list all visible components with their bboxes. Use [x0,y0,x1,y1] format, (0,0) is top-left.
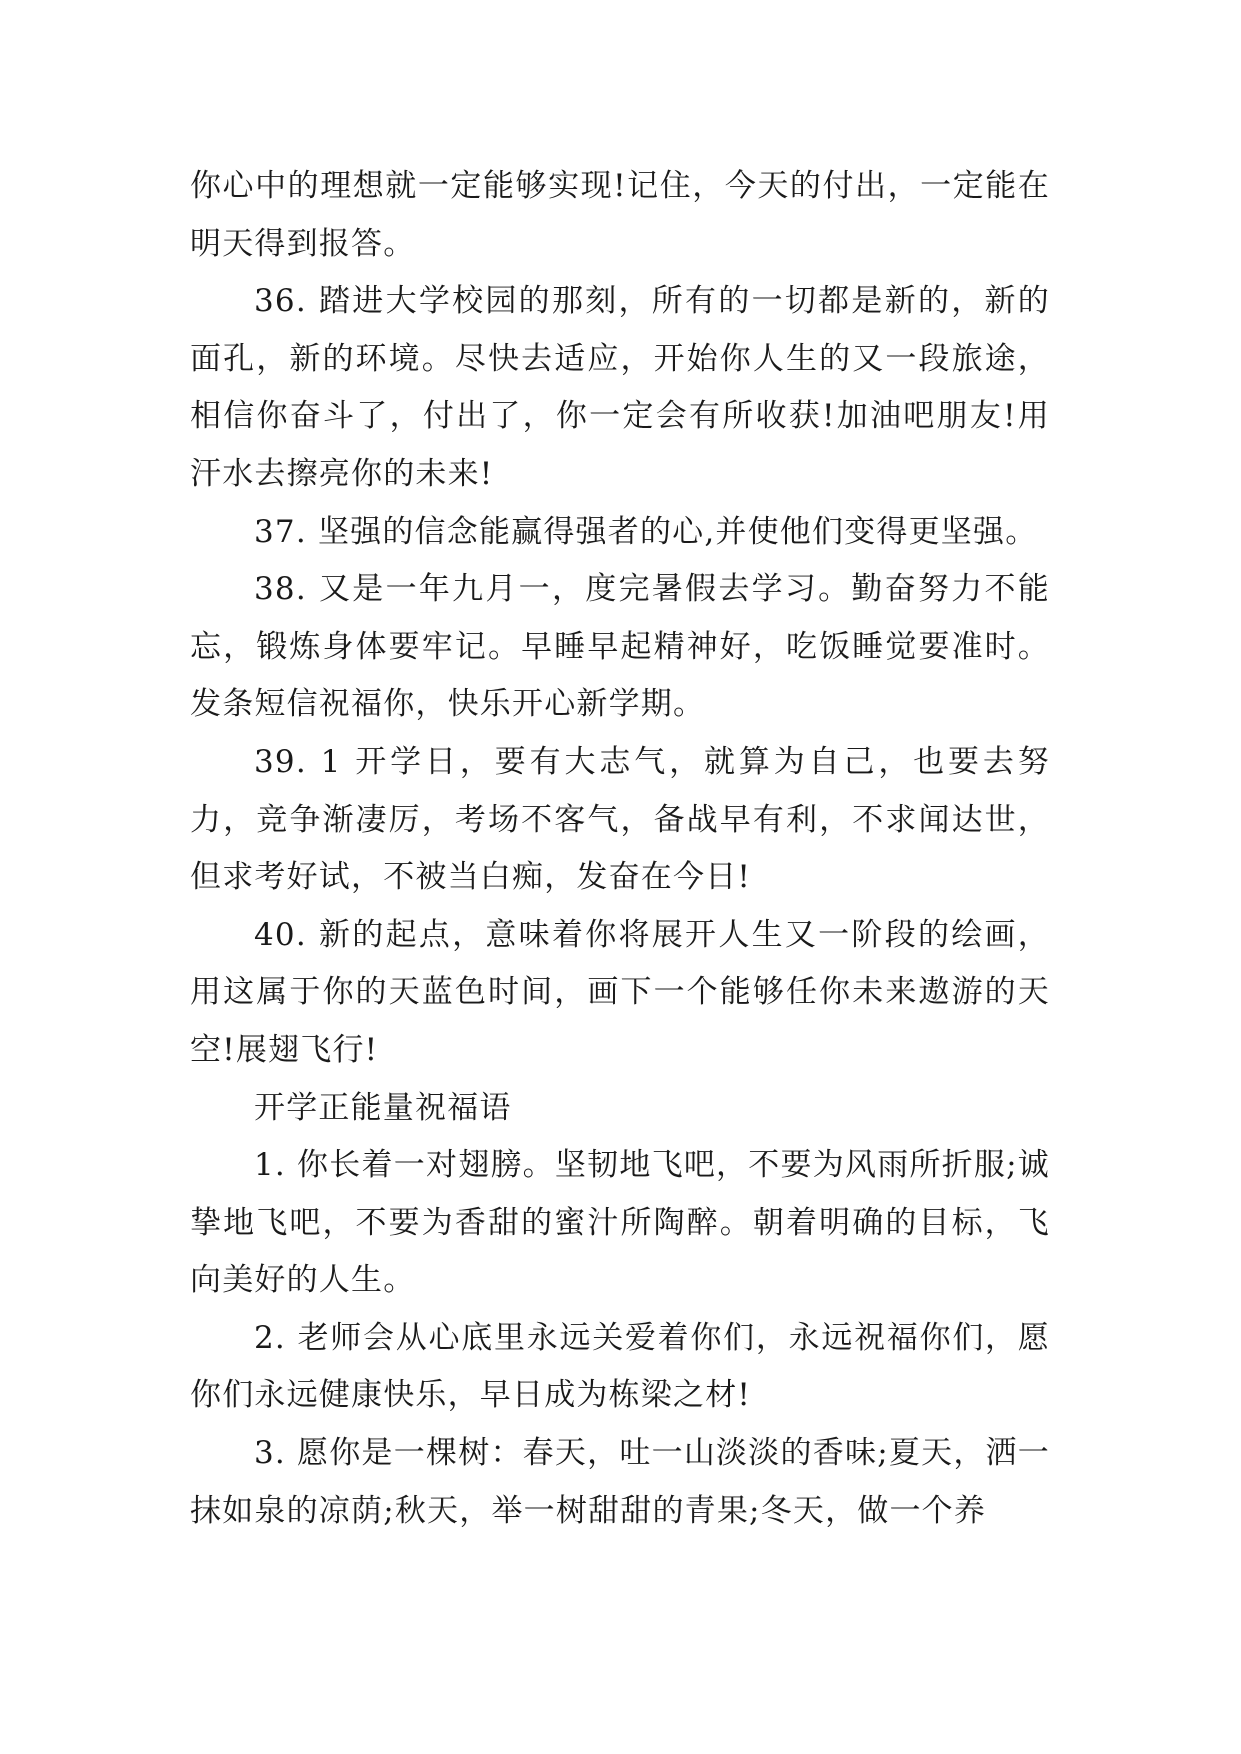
paragraph-item-39: 39. 1 开学日，要有大志气，就算为自己，也要去努力，竞争渐凄厉，考场不客气，备战早有利，不求闻达世，但求考好试，不被当白痴，发奋在今日! [190,743,1050,896]
paragraph-item-37: 37. 坚强的信念能赢得强者的心,并使他们变得更坚强。 [254,513,1038,550]
document-body [190,158,1050,1540]
paragraph-item-40: 40. 新的起点，意味着你将展开人生又一阶段的绘画，用这属于你的天蓝色时间，画下一个能够任你未来遨游的天空!展翅飞行! [190,916,1050,1068]
section-paragraph-3: 3. 愿你是一棵树：春天，吐一山淡淡的香味;夏天，洒一抹如泉的凉荫;秋天，举一树甜甜的青果;冬天，做一个养 [190,1435,1050,1529]
section-paragraph-1: 1. 你长着一对翅膀。坚韧地飞吧，不要为风雨所折服;诚挚地飞吧，不要为香甜的蜜汁所陶醉。朝着明确的目标，飞向美好的人生。 [190,1147,1050,1299]
section-heading: 开学正能量祝福语 [254,1089,512,1126]
paragraph-item-38: 38. 又是一年九月一，度完暑假去学习。勤奋努力不能忘，锻炼身体要牢记。早睡早起精神好，吃饭睡觉要准时。发条短信祝福你，快乐开心新学期。 [190,571,1050,723]
section-paragraph-2: 2. 老师会从心底里永远关爱着你们，永远祝福你们，愿你们永远健康快乐，早日成为栋梁之材! [190,1319,1050,1414]
paragraph-item-36: 36. 踏进大学校园的那刻，所有的一切都是新的，新的面孔，新的环境。尽快去适应，开始你人生的又一段旅途，相信你奋斗了，付出了，你一定会有所收获!加油吧朋友!用汗水去擦亮你的未来! [190,283,1050,492]
paragraph-continuation: 你心中的理想就一定能够实现!记住，今天的付出，一定能在明天得到报答。 [190,168,1050,262]
